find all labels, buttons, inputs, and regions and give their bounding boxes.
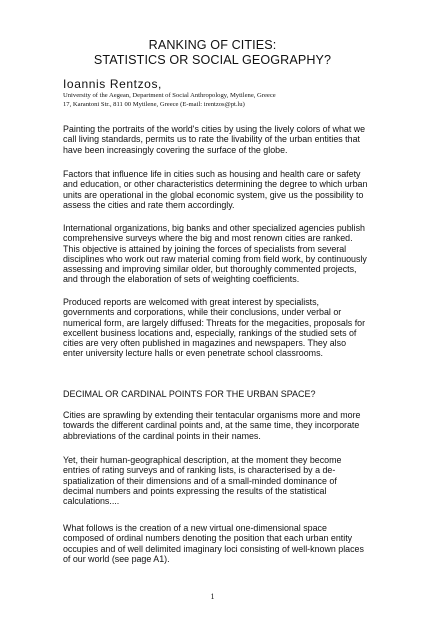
paragraph-line: decimal numbers and points expressing the results of the statistical [63, 485, 327, 496]
paragraph [63, 223, 380, 285]
paragraph-line: have been increasingly covering the surface of the globe. [63, 144, 288, 155]
paragraph-line: assess the cities and rate them accordingly. [63, 199, 235, 210]
paragraph-line: Painting the portraits of the world's cities by using the lively colors of what we [63, 124, 366, 134]
paragraph-line: Cities are sprawling by extending their tentacular organisms more and more [63, 410, 361, 420]
paragraph-line: abbreviations of the cardinal points in their names. [63, 430, 261, 441]
paragraph-line: spatialization of their dimensions and of a small-minded dominance of [63, 475, 337, 486]
paragraph-line: and through the elaboration of sets of weighting coefficients. [63, 274, 300, 285]
paragraph-line: governments and corporations, while their conclusions, under verbal or [63, 307, 342, 318]
author-affiliation: University of the Aegean, Department of Social Anthropology, Mytilene, Greece [63, 92, 276, 99]
paragraph-line: entries of rating surveys and of ranking lists, is characterised by a de- [63, 465, 336, 476]
paragraph [63, 410, 380, 441]
paragraph-line: and education, or other characteristics determining the degree to which urban [63, 179, 368, 190]
paragraph-line: enter university lecture halls or even penetrate school classrooms. [63, 348, 323, 359]
title-line-2: STATISTICS OR SOCIAL GEOGRAPHY? [93, 53, 332, 67]
author-address: 17, Karantoni Str., 811 00 Mytilene, Greece (E-mail: irentzos@pt.lu) [63, 101, 245, 108]
section-heading: DECIMAL OR CARDINAL POINTS FOR THE URBAN SPACE? [63, 389, 316, 399]
paragraph [63, 455, 380, 506]
paragraph-line: numerical form, are largely diffused: Threats for the megacities, proposals for [63, 317, 366, 328]
paragraph-line: call living standards, permits us to rate the livability of the urban entities that [63, 134, 360, 145]
paragraph-line: Yet, their human-geographical description, at the moment they become [63, 455, 342, 465]
paragraph-line: disciplines who work out raw material coming from field work, by continuously [63, 253, 367, 264]
author-name: Ioannis Rentzos, [63, 77, 162, 91]
paragraph-line: calculations.... [63, 496, 120, 507]
paragraph-line: units are operational in the global economic system, give us the possibility to [63, 189, 364, 200]
paragraph [63, 523, 380, 564]
page-number: 1 [210, 592, 215, 601]
paragraph [63, 124, 380, 155]
paragraph-line: Produced reports are welcomed with great interest by specialists, [63, 297, 320, 307]
paragraph-line: comprehensive surveys where the big and most renown cities are ranked. [63, 233, 353, 244]
paragraph [63, 169, 380, 210]
title-line-1: RANKING OF CITIES: [148, 38, 277, 52]
paragraph-line: Factors that influence life in cities such as housing and health care or safety [63, 169, 361, 179]
paragraph-line: International organizations, big banks and other specialized agencies publish [63, 223, 365, 233]
paragraph-line: towards the different cardinal points and, at the same time, they incorporate [63, 420, 360, 431]
paragraph-line: cities are very often published in magazines and newspapers. They also [63, 338, 347, 349]
paragraph-line: composed of ordinal numbers denoting the position that each urban entity [63, 533, 353, 544]
paragraph-line: This objective is attained by joining the forces of specialists from several [63, 243, 347, 254]
paragraph-line: assessing and improving similar older, but thoroughly commented projects, [63, 264, 357, 275]
paragraph-line: excellent business locations and, especially, rankings of the studied sets of [63, 327, 357, 338]
paragraph [63, 297, 380, 359]
paragraph-line: of our world (see page A1). [63, 553, 170, 564]
paragraph-line: occupies and of well delimited imaginary loci consisting of well-known places [63, 543, 364, 554]
paragraph-line: What follows is the creation of a new virtual one-dimensional space [63, 523, 327, 533]
